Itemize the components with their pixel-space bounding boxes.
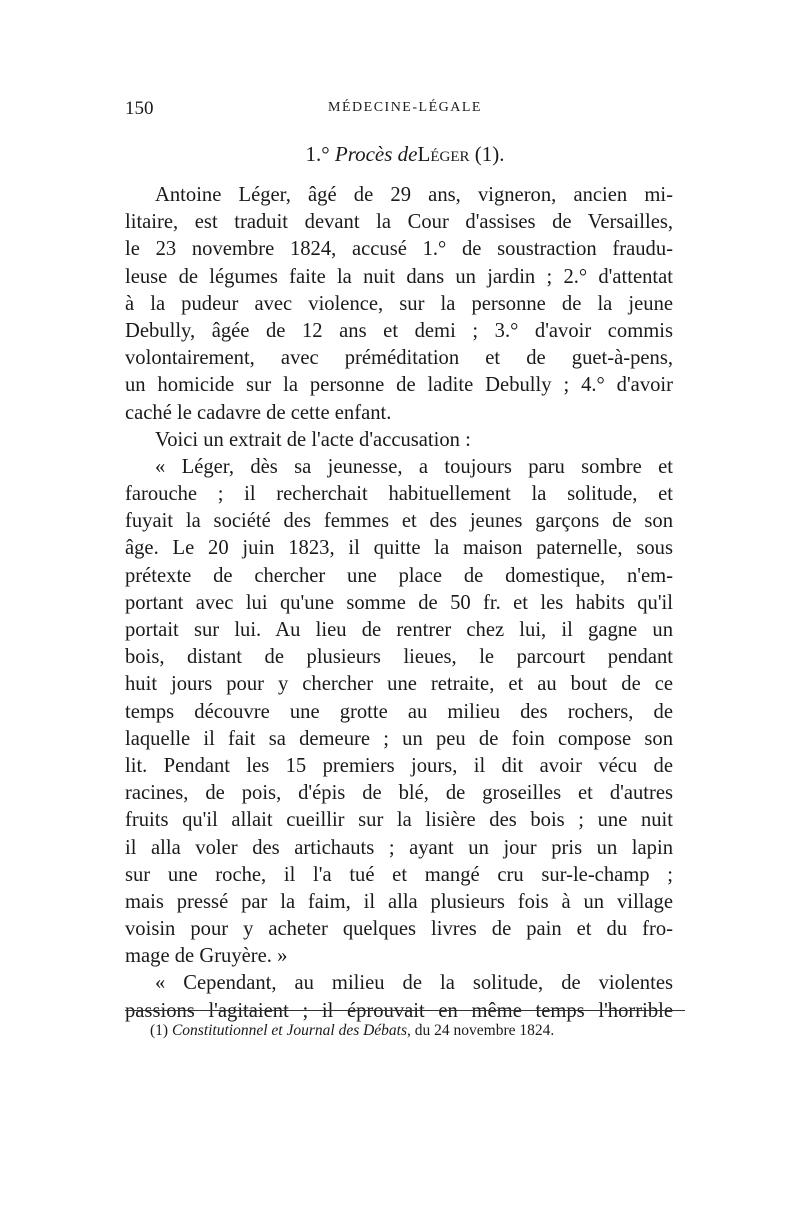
text-line: fruits qu'il allait cueillir sur la lisière des bois ; une nuit [125, 809, 673, 832]
text-line: portait sur lui. Au lieu de rentrer chez lui, il gagne un [125, 619, 673, 641]
text-line: « Léger, dès sa jeunesse, a toujours paru sombre et [155, 455, 673, 478]
text-line: temps découvre une grotte au milieu des rochers, de [125, 700, 673, 723]
footnote-reference: (1). [474, 142, 505, 166]
page-header [125, 98, 685, 126]
text-line: Voici un extrait de l'acte d'accusation : [155, 428, 471, 451]
section-title-italic: Procès de [334, 142, 418, 166]
text-line: âge. Le 20 juin 1823, il quitte la maison paternelle, sous [125, 537, 673, 560]
section-title-name: Léger [417, 142, 470, 166]
footnote-divider [125, 1010, 685, 1011]
text-line: litaire, est traduit devant la Cour d'assises de Versailles, [125, 211, 673, 234]
text-line: passions l'agitaient ; il éprouvait en même temps l'horrible [125, 999, 673, 1022]
text-line: il alla voler des artichauts ; ayant un jour pris un lapin [125, 836, 673, 859]
footnote [150, 1021, 670, 1041]
text-line: racines, de pois, d'épis de blé, de groseilles et d'autres [125, 782, 673, 805]
text-line: prétexte de chercher une place de domestique, n'em- [125, 564, 673, 587]
text-line: lit. Pendant les 15 premiers jours, il dit avoir vécu de [125, 754, 673, 777]
text-line: mage de Gruyère. » [125, 945, 288, 968]
text-line: sur une roche, il l'a tué et mangé cru sur-le-champ ; [125, 863, 673, 886]
text-line: portant avec lui qu'une somme de 50 fr. et les habits qu'il [125, 591, 673, 614]
page-number: 150 [125, 98, 154, 119]
text-line: voisin pour y acheter quelques livres de pain et du fro- [125, 918, 673, 941]
section-number: 1.° [305, 142, 330, 166]
text-line: huit jours pour y chercher une retraite, et au bout de ce [125, 673, 673, 696]
text-line: leuse de légumes faite la nuit dans un jardin ; 2.° d'attentat [125, 265, 673, 288]
footnote-date: , du 24 novembre 1824. [407, 1022, 555, 1039]
text-line: « Cependant, au milieu de la solitude, de violentes [155, 972, 673, 995]
text-line: un homicide sur la personne de ladite Debully ; 4.° d'avoir [125, 374, 673, 397]
text-line: volontairement, avec préméditation et de guet-à-pens, [125, 347, 673, 370]
section-heading [125, 142, 685, 167]
footnote-source: Constitutionnel et Journal des Débats [171, 1022, 408, 1039]
text-line: le 23 novembre 1824, accusé 1.° de soustraction fraudu- [125, 238, 673, 261]
text-line: Antoine Léger, âgé de 29 ans, vigneron, ancien mi- [155, 184, 673, 206]
text-line: fuyait la société des femmes et des jeunes garçons de son [125, 510, 673, 533]
text-line: farouche ; il recherchait habituellement la solitude, et [125, 483, 673, 506]
text-line: laquelle il fait sa demeure ; un peu de foin compose son [125, 727, 673, 750]
body-text [125, 182, 673, 1025]
footnote-marker: (1) [150, 1022, 169, 1039]
text-line: Debully, âgée de 12 ans et demi ; 3.° d'avoir commis [125, 319, 673, 342]
text-line: bois, distant de plusieurs lieues, le parcourt pendant [125, 646, 673, 669]
text-line: mais pressé par la faim, il alla plusieurs fois à un village [125, 890, 673, 913]
text-line: à la pudeur avec violence, sur la personne de la jeune [125, 292, 673, 315]
running-title: MÉDECINE-LÉGALE [328, 100, 482, 115]
text-line: caché le cadavre de cette enfant. [125, 401, 392, 424]
